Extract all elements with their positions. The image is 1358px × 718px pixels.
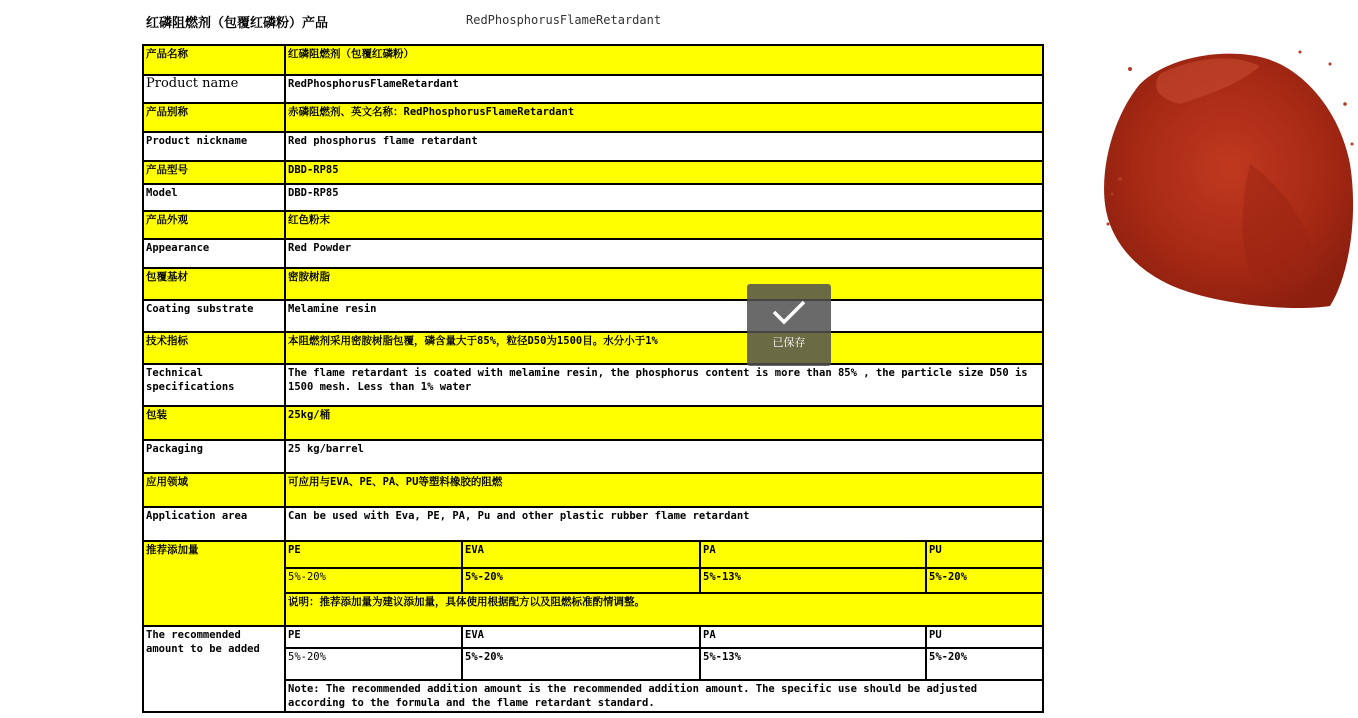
- row-label: 产品型号: [143, 161, 285, 184]
- dosage-material: PU: [926, 541, 1043, 568]
- dosage-label: The recommended amount to be added: [143, 626, 285, 712]
- row-value: DBD-RP85: [285, 161, 1043, 184]
- row-value: 赤磷阻燃剂、英文名称：RedPhosphorusFlameRetardant: [285, 103, 1043, 132]
- row-label: Product name: [143, 75, 285, 103]
- row-value: 可应用与EVA、PE、PA、PU等塑料橡胶的阻燃: [285, 473, 1043, 507]
- dosage-amount: 5%-20%: [285, 648, 462, 680]
- row-label: Packaging: [143, 440, 285, 473]
- row-value: Red phosphorus flame retardant: [285, 132, 1043, 161]
- row-label: Product nickname: [143, 132, 285, 161]
- row-label: 产品外观: [143, 211, 285, 239]
- dosage-material: PU: [926, 626, 1043, 648]
- dosage-amount: 5%-13%: [700, 568, 926, 593]
- dosage-amount: 5%-20%: [462, 648, 700, 680]
- dosage-material: PE: [285, 541, 462, 568]
- row-label: 产品别称: [143, 103, 285, 132]
- row-label: Application area: [143, 507, 285, 541]
- row-value: DBD-RP85: [285, 184, 1043, 211]
- spec-table: [142, 44, 1044, 713]
- row-value: 本阻燃剂采用密胺树脂包覆，磷含量大于85%，粒径D50为1500目。水分小于1%: [285, 332, 1043, 364]
- dosage-label: 推荐添加量: [143, 541, 285, 626]
- row-label: 应用领域: [143, 473, 285, 507]
- saved-toast: [747, 284, 831, 366]
- dosage-amount: 5%-20%: [285, 568, 462, 593]
- row-value: RedPhosphorusFlameRetardant: [285, 75, 1043, 103]
- dosage-amount: 5%-20%: [926, 648, 1043, 680]
- dosage-material: PA: [700, 626, 926, 648]
- row-value: Red Powder: [285, 239, 1043, 268]
- row-label: 产品名称: [143, 45, 285, 75]
- row-value: 密胺树脂: [285, 268, 1043, 300]
- row-value: Melamine resin: [285, 300, 1043, 332]
- toast-message: 已保存: [772, 336, 806, 349]
- row-value: 25 kg/barrel: [285, 440, 1043, 473]
- row-value: The flame retardant is coated with melamine resin, the phosphorus content is more than 85% , the particle size D50 is 1500 mesh. Less than 1% water: [285, 364, 1043, 406]
- dosage-material: PE: [285, 626, 462, 648]
- row-label: 技术指标: [143, 332, 285, 364]
- row-value: 红磷阻燃剂（包覆红磷粉）: [285, 45, 1043, 75]
- page-title: 红磷阻燃剂（包覆红磷粉）产品: [146, 16, 329, 31]
- row-value: 25kg/桶: [285, 406, 1043, 440]
- row-label: Coating substrate: [143, 300, 285, 332]
- dosage-material: EVA: [462, 626, 700, 648]
- row-label: Technical specifications: [143, 364, 285, 406]
- dosage-amount: 5%-20%: [926, 568, 1043, 593]
- dosage-note: Note: The recommended addition amount is the recommended addition amount. The specific use should be adjusted according to the formula and the flame retardant standard.: [285, 680, 1043, 712]
- row-value: 红色粉末: [285, 211, 1043, 239]
- row-label: 包覆基材: [143, 268, 285, 300]
- page-subtitle: RedPhosphorusFlameRetardant: [466, 13, 662, 27]
- row-label: 包装: [143, 406, 285, 440]
- row-label: Model: [143, 184, 285, 211]
- dosage-material: PA: [700, 541, 926, 568]
- check-icon: [771, 298, 807, 326]
- dosage-amount: 5%-20%: [462, 568, 700, 593]
- dosage-note: 说明：推荐添加量为建议添加量，具体使用根据配方以及阻燃标准酌情调整。: [285, 593, 1043, 626]
- dosage-material: EVA: [462, 541, 700, 568]
- row-value: Can be used with Eva, PE, PA, Pu and other plastic rubber flame retardant: [285, 507, 1043, 541]
- red-phosphorus-powder-image: [1100, 44, 1358, 313]
- dosage-amount: 5%-13%: [700, 648, 926, 680]
- row-label: Appearance: [143, 239, 285, 268]
